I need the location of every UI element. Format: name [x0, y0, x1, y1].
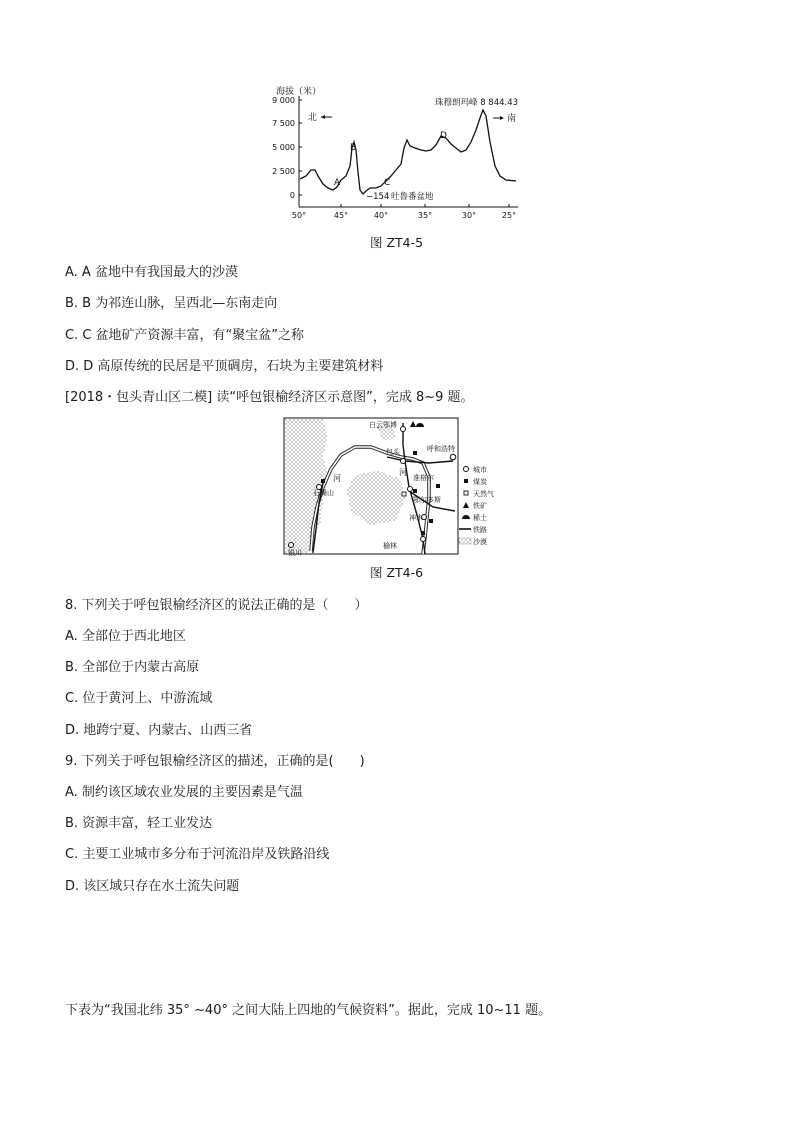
profile-ytick: 2 500 — [272, 167, 295, 176]
legend-gas: 天然气 — [473, 490, 494, 498]
place-shizuishan: 石嘴山 — [313, 489, 334, 497]
lowpoint-label: −154 — [366, 192, 390, 202]
q9-option-a: A. 制约该区域农业发展的主要因素是气温 — [65, 785, 303, 800]
place-yinchuan: 银川 — [288, 549, 302, 557]
figure-caption-zt4-5: 图 ZT4-5 — [370, 235, 424, 250]
legend-rare-earth: 稀土 — [473, 514, 487, 522]
q9-option-d: D. 该区域只存在水土流失问题 — [65, 879, 240, 894]
legend-railway: 铁路 — [473, 526, 487, 534]
economic-zone-map — [283, 417, 515, 557]
q8-option-b: B. 全部位于内蒙古高原 — [65, 660, 200, 675]
profile-ytick: 0 — [289, 191, 295, 200]
profile-north-label: 北 — [308, 113, 318, 123]
basin-label: 吐鲁番盆地 — [391, 192, 434, 202]
q7-option-c: C. C 盆地矿产资源丰富，有“聚宝盆”之称 — [65, 328, 305, 343]
profile-xtick: 50° — [291, 211, 307, 220]
profile-xtick: 30° — [461, 211, 477, 220]
place-yulin: 榆林 — [383, 542, 397, 550]
profile-letter-b: B — [350, 143, 357, 153]
place-shenmu: 神木 — [409, 514, 423, 522]
profile-ytick: 7 500 — [272, 119, 295, 128]
q9-option-c: C. 主要工业城市多分布于河流沿岸及铁路沿线 — [65, 847, 330, 862]
profile-letter-d: D — [440, 131, 447, 141]
legend-desert-icon — [459, 538, 471, 544]
q8-option-c: C. 位于黄河上、中游流域 — [65, 691, 213, 706]
legend-coal: 煤炭 — [473, 478, 487, 486]
q8-option-d: D. 地跨宁夏、内蒙古、山西三省 — [65, 723, 253, 738]
river-label: 河 — [399, 468, 407, 477]
profile-ytick: 9 000 — [272, 96, 295, 105]
profile-xtick: 40° — [373, 211, 389, 220]
q8-stem: 8. 下列关于呼包银榆经济区的说法正确的是（ ） — [65, 598, 368, 613]
profile-y-label: 海拔（米） — [276, 87, 322, 97]
q8-option-a: A. 全部位于西北地区 — [65, 629, 186, 644]
profile-xtick: 35° — [417, 211, 433, 220]
profile-xtick: 25° — [501, 211, 517, 220]
legend-gas-icon — [464, 491, 468, 495]
q9-stem: 9. 下列关于呼包银榆经济区的描述，正确的是( ) — [65, 754, 365, 769]
legend-iron-icon — [463, 502, 469, 508]
legend-rare-earth-icon — [462, 515, 470, 519]
legend-desert: 沙漠 — [473, 538, 487, 546]
place-baotou: 包头 — [386, 448, 400, 456]
profile-ytick: 5 000 — [272, 143, 295, 152]
legend-city-icon — [464, 467, 469, 472]
river-label-2: 河 — [333, 474, 341, 483]
q7-option-a: A. A 盆地中有我国最大的沙漠 — [65, 265, 238, 280]
figure-caption-zt4-6: 图 ZT4-6 — [370, 565, 424, 580]
q7-option-d: D. D 高原传统的民居是平顶碉房，石块为主要建筑材料 — [65, 359, 384, 374]
profile-xtick: 45° — [333, 211, 349, 220]
place-hohhot: 呼和浩特 — [427, 445, 455, 453]
intro-questions-10-11: 下表为“我国北纬 35° ~40° 之间大陆上四地的气候资料”。据此，完成 10~11 题。 — [65, 1003, 552, 1018]
profile-letter-a: A — [334, 178, 341, 188]
legend-iron: 铁矿 — [473, 502, 487, 510]
profile-south-label: 南 — [507, 114, 517, 124]
legend-city: 城市 — [473, 466, 487, 474]
profile-letter-c: C — [384, 178, 391, 188]
legend-coal-icon — [464, 479, 468, 483]
intro-questions-8-9: [2018・包头青山区二模] 读“呼包银榆经济区示意图”，完成 8~9 题。 — [65, 390, 474, 405]
peak-label: 珠穆朗玛峰 8 844.43 — [435, 98, 519, 108]
terrain-profile-line — [300, 110, 516, 194]
place-baiyunebo: 白云鄂博 — [369, 421, 397, 429]
terrain-profile-figure — [270, 84, 530, 224]
q7-option-b: B. B 为祁连山脉，呈西北—东南走向 — [65, 296, 278, 311]
q9-option-b: B. 资源丰富，轻工业发达 — [65, 816, 213, 831]
place-ordos: 鄂尔多斯 — [413, 496, 441, 504]
place-zhungeer: 准格尔 — [413, 474, 434, 482]
